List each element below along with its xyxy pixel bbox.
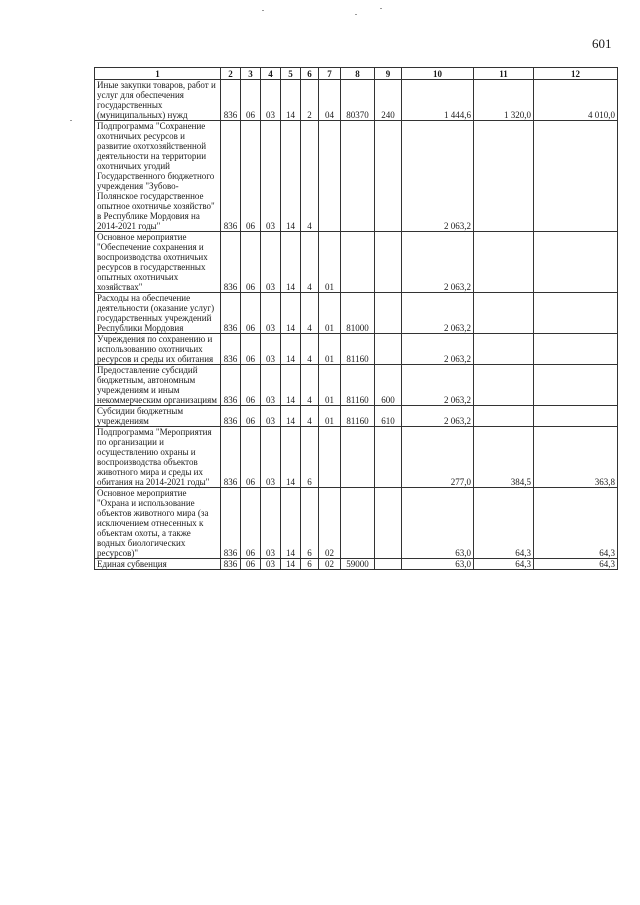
cell-ministry: 836 (221, 427, 241, 488)
cell-subprogram: 4 (301, 232, 319, 293)
cell-subsection: 03 (261, 427, 281, 488)
cell-expense-type (375, 334, 402, 365)
cell-ministry: 836 (221, 406, 241, 427)
cell-expense-type: 610 (375, 406, 402, 427)
cell-program: 14 (281, 559, 301, 570)
table-row (95, 559, 618, 570)
cell-activity: 01 (319, 406, 341, 427)
cell-section: 06 (241, 232, 261, 293)
table-row (95, 334, 618, 365)
cell-activity: 01 (319, 334, 341, 365)
row-name: Расходы на обеспечение деятельности (оказание услуг) государственных учреждений Республики Мордовия (95, 293, 221, 334)
header-row (95, 68, 618, 80)
cell-expense-type (375, 427, 402, 488)
cell-subprogram: 4 (301, 293, 319, 334)
page-number: 601 (592, 36, 612, 51)
cell-amount-1: 2 063,2 (402, 365, 474, 406)
cell-program: 14 (281, 334, 301, 365)
cell-subsection: 03 (261, 334, 281, 365)
cell-amount-2: 1 320,0 (474, 80, 534, 121)
cell-ministry: 836 (221, 121, 241, 232)
cell-subsection: 03 (261, 488, 281, 559)
cell-section: 06 (241, 334, 261, 365)
cell-program: 14 (281, 406, 301, 427)
cell-subsection: 03 (261, 80, 281, 121)
cell-expense-type (375, 488, 402, 559)
cell-direction (341, 488, 375, 559)
cell-subprogram: 2 (301, 80, 319, 121)
cell-expense-type: 240 (375, 80, 402, 121)
cell-subprogram: 4 (301, 121, 319, 232)
header-cell: 11 (474, 68, 534, 80)
cell-subprogram: 6 (301, 559, 319, 570)
cell-direction (341, 427, 375, 488)
header-cell: 4 (261, 68, 281, 80)
cell-amount-3: 64,3 (534, 488, 618, 559)
cell-ministry: 836 (221, 293, 241, 334)
cell-amount-3: 64,3 (534, 559, 618, 570)
cell-ministry: 836 (221, 232, 241, 293)
table-row (95, 365, 618, 406)
cell-amount-1: 63,0 (402, 559, 474, 570)
cell-subsection: 03 (261, 406, 281, 427)
cell-direction: 81160 (341, 406, 375, 427)
cell-expense-type (375, 232, 402, 293)
row-name: Основное мероприятие "Обеспечение сохранения и воспроизводства охотничьих ресурсов в государственных опытных охотничьих хозяйствах" (95, 232, 221, 293)
cell-expense-type (375, 121, 402, 232)
cell-activity: 04 (319, 80, 341, 121)
cell-amount-1: 2 063,2 (402, 232, 474, 293)
cell-amount-3: 363,8 (534, 427, 618, 488)
cell-ministry: 836 (221, 334, 241, 365)
cell-amount-3 (534, 232, 618, 293)
row-name: Подпрограмма "Сохранение охотничьих ресурсов и развитие охотхозяйственной деятельности на территории охотничьих угодий Государственного бюджетного учреждения "Зубово-Полянское государственное опытное охотничье хозяйство" в Республике Мордовия на 2014-2021 годы" (95, 121, 221, 232)
cell-subprogram: 6 (301, 427, 319, 488)
cell-amount-3 (534, 365, 618, 406)
scan-speck (355, 14, 357, 15)
cell-subprogram: 4 (301, 334, 319, 365)
header-cell: 1 (95, 68, 221, 80)
table-row (95, 406, 618, 427)
cell-section: 06 (241, 293, 261, 334)
header-cell: 7 (319, 68, 341, 80)
cell-amount-2 (474, 293, 534, 334)
table-row (95, 80, 618, 121)
cell-ministry: 836 (221, 365, 241, 406)
cell-direction: 81160 (341, 334, 375, 365)
cell-amount-2 (474, 365, 534, 406)
cell-section: 06 (241, 406, 261, 427)
row-name: Подпрограмма "Мероприятия по организации и осуществлению охраны и воспроизводства объектов животного мира и среды их обитания на 2014-2021 годы" (95, 427, 221, 488)
cell-subsection: 03 (261, 293, 281, 334)
cell-amount-3 (534, 334, 618, 365)
cell-section: 06 (241, 488, 261, 559)
row-name: Субсидии бюджетным учреждениям (95, 406, 221, 427)
cell-activity: 02 (319, 559, 341, 570)
cell-subprogram: 4 (301, 406, 319, 427)
header-cell: 12 (534, 68, 618, 80)
cell-amount-3 (534, 406, 618, 427)
cell-amount-2 (474, 232, 534, 293)
cell-expense-type (375, 559, 402, 570)
cell-amount-1: 2 063,2 (402, 406, 474, 427)
cell-activity (319, 427, 341, 488)
cell-amount-2: 64,3 (474, 488, 534, 559)
cell-program: 14 (281, 427, 301, 488)
cell-program: 14 (281, 80, 301, 121)
cell-direction: 81160 (341, 365, 375, 406)
cell-section: 06 (241, 365, 261, 406)
cell-amount-2: 384,5 (474, 427, 534, 488)
row-name: Иные закупки товаров, работ и услуг для обеспечения государственных (муниципальных) нужд (95, 80, 221, 121)
cell-direction: 80370 (341, 80, 375, 121)
cell-amount-1: 2 063,2 (402, 334, 474, 365)
cell-program: 14 (281, 232, 301, 293)
header-cell: 5 (281, 68, 301, 80)
cell-subsection: 03 (261, 232, 281, 293)
cell-subsection: 03 (261, 559, 281, 570)
table-row (95, 232, 618, 293)
cell-direction: 59000 (341, 559, 375, 570)
header-cell: 2 (221, 68, 241, 80)
cell-activity: 02 (319, 488, 341, 559)
header-cell: 6 (301, 68, 319, 80)
cell-amount-3 (534, 293, 618, 334)
row-name: Единая субвенция (95, 559, 221, 570)
cell-amount-1: 1 444,6 (402, 80, 474, 121)
cell-subsection: 03 (261, 121, 281, 232)
header-cell: 3 (241, 68, 261, 80)
cell-subprogram: 4 (301, 365, 319, 406)
cell-subprogram: 6 (301, 488, 319, 559)
row-name: Учреждения по сохранению и использованию охотничьих ресурсов и среды их обитания (95, 334, 221, 365)
cell-activity: 01 (319, 232, 341, 293)
cell-activity (319, 121, 341, 232)
scan-speck (70, 120, 72, 121)
cell-program: 14 (281, 488, 301, 559)
cell-amount-3: 4 010,0 (534, 80, 618, 121)
row-name: Предоставление субсидий бюджетным, автономным учреждениям и иным некоммерческим организациям (95, 365, 221, 406)
cell-section: 06 (241, 427, 261, 488)
cell-section: 06 (241, 559, 261, 570)
scan-speck (380, 8, 382, 9)
cell-amount-2 (474, 121, 534, 232)
table-row (95, 427, 618, 488)
cell-program: 14 (281, 293, 301, 334)
row-name: Основное мероприятие "Охрана и использование объектов животного мира (за исключением отнесенных к объектам охоты, а также водных биологических ресурсов)" (95, 488, 221, 559)
scan-speck (262, 10, 264, 11)
table-row (95, 488, 618, 559)
cell-expense-type: 600 (375, 365, 402, 406)
cell-amount-1: 2 063,2 (402, 293, 474, 334)
cell-section: 06 (241, 80, 261, 121)
cell-direction: 81000 (341, 293, 375, 334)
cell-direction (341, 232, 375, 293)
budget-table (94, 67, 618, 570)
cell-activity: 01 (319, 365, 341, 406)
cell-ministry: 836 (221, 559, 241, 570)
table-row (95, 121, 618, 232)
cell-amount-1: 63,0 (402, 488, 474, 559)
table-row (95, 293, 618, 334)
cell-amount-1: 277,0 (402, 427, 474, 488)
cell-amount-2 (474, 406, 534, 427)
header-cell: 8 (341, 68, 375, 80)
cell-subsection: 03 (261, 365, 281, 406)
cell-direction (341, 121, 375, 232)
cell-program: 14 (281, 121, 301, 232)
cell-amount-2 (474, 334, 534, 365)
cell-ministry: 836 (221, 80, 241, 121)
header-cell: 9 (375, 68, 402, 80)
cell-program: 14 (281, 365, 301, 406)
cell-amount-3 (534, 121, 618, 232)
cell-ministry: 836 (221, 488, 241, 559)
cell-section: 06 (241, 121, 261, 232)
cell-amount-1: 2 063,2 (402, 121, 474, 232)
cell-activity: 01 (319, 293, 341, 334)
header-cell: 10 (402, 68, 474, 80)
cell-expense-type (375, 293, 402, 334)
cell-amount-2: 64,3 (474, 559, 534, 570)
